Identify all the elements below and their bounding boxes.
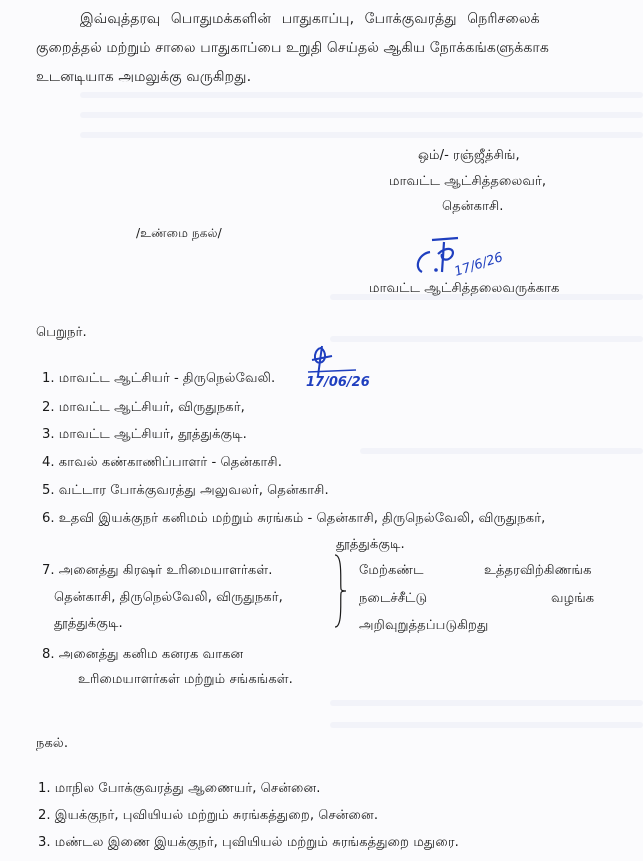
curly-brace	[331, 553, 347, 629]
intro-line-2: குறைத்தல் மற்றும் சாலை பாதுகாப்பை உறுதி செய்தல் ஆகிய நோக்கங்களுக்காக	[36, 40, 549, 56]
copy-item: 2. இயக்குநர், புவியியல் மற்றும் சுரங்கத்துறை, சென்னை.	[38, 808, 379, 823]
initials-signature	[408, 232, 508, 284]
bleed-through-line	[80, 112, 643, 118]
recipient-7-line-2: தென்காசி, திருநெல்வேலி, விருதுநகர்,	[54, 590, 283, 605]
copy-heading: நகல்.	[36, 736, 69, 751]
recipient-7-line-1: 7. அனைத்து கிரஷர் உரிமையாளர்கள்.	[42, 563, 273, 578]
bleed-through-line	[330, 722, 643, 728]
brace-note-word: மேற்கண்ட	[359, 563, 424, 578]
recipient-item: 2. மாவட்ட ஆட்சியர், விருதுநகர்,	[42, 400, 245, 415]
copy-item: 3. மண்டல இணை இயக்குநர், புவியியல் மற்றும் சுரங்கத்துறை மதுரை.	[38, 835, 459, 850]
recipient-item: 4. காவல் கண்காணிப்பாளர் - தென்காசி.	[42, 455, 282, 470]
signatory-place: தென்காசி.	[442, 199, 504, 214]
bleed-through-line	[80, 132, 643, 138]
true-copy-label: /உண்மை நகல்/	[136, 226, 222, 240]
recipient-item: 6. உதவி இயக்குநர் கனிமம் மற்றும் சுரங்கம் - தென்காசி, திருநெல்வேலி, விருதுநகர்,	[42, 511, 546, 526]
intro-line-3: உடனடியாக அமலுக்கு வருகிறது.	[36, 69, 252, 85]
initials-date-2: 17/06/26	[306, 375, 370, 390]
initials-signature-2	[298, 342, 378, 390]
recipient-8-line-2: உரிமையாளர்கள் மற்றும் சங்கங்கள்.	[78, 672, 293, 687]
brace-note-word: வழங்க	[551, 591, 595, 606]
recipient-item: 3. மாவட்ட ஆட்சியர், தூத்துக்குடி.	[42, 427, 247, 442]
recipient-item-continuation: தூத்துக்குடி.	[336, 537, 405, 552]
brace-note-word: உத்தரவிற்கிணங்க	[484, 563, 592, 578]
brace-note-word: அறிவுறுத்தப்படுகிறது	[359, 618, 489, 633]
recipient-item: 5. வட்டார போக்குவரத்து அலுவலர், தென்காசி.	[42, 483, 329, 498]
recipient-item: 1. மாவட்ட ஆட்சியர் - திருநெல்வேலி.	[42, 371, 276, 386]
for-collector-label: மாவட்ட ஆட்சித்தலைவருக்காக	[369, 281, 560, 296]
bleed-through-line	[330, 700, 643, 706]
brace-note-word: நடைச்சீட்டு	[359, 591, 428, 606]
recipient-8-line-1: 8. அனைத்து கனிம கனரக வாகன	[42, 647, 244, 662]
bleed-through-line	[80, 92, 643, 98]
bleed-through-line	[360, 448, 643, 454]
recipients-heading: பெறுநர்.	[36, 325, 87, 340]
intro-line-1: இவ்வுத்தரவு பொதுமக்களின் பாதுகாப்பு, போக்குவரத்து நெரிசலைக்	[80, 11, 540, 27]
recipient-7-line-3: தூத்துக்குடி.	[54, 616, 123, 631]
copy-item: 1. மாநில போக்குவரத்து ஆணையர், சென்னை.	[38, 781, 321, 796]
signatory-designation: மாவட்ட ஆட்சித்தலைவர்,	[389, 174, 547, 189]
signatory-name: ஒம்/- ரஞ்ஜீத்சிங்,	[418, 148, 520, 163]
initials-date: 17/6/26	[452, 250, 505, 280]
